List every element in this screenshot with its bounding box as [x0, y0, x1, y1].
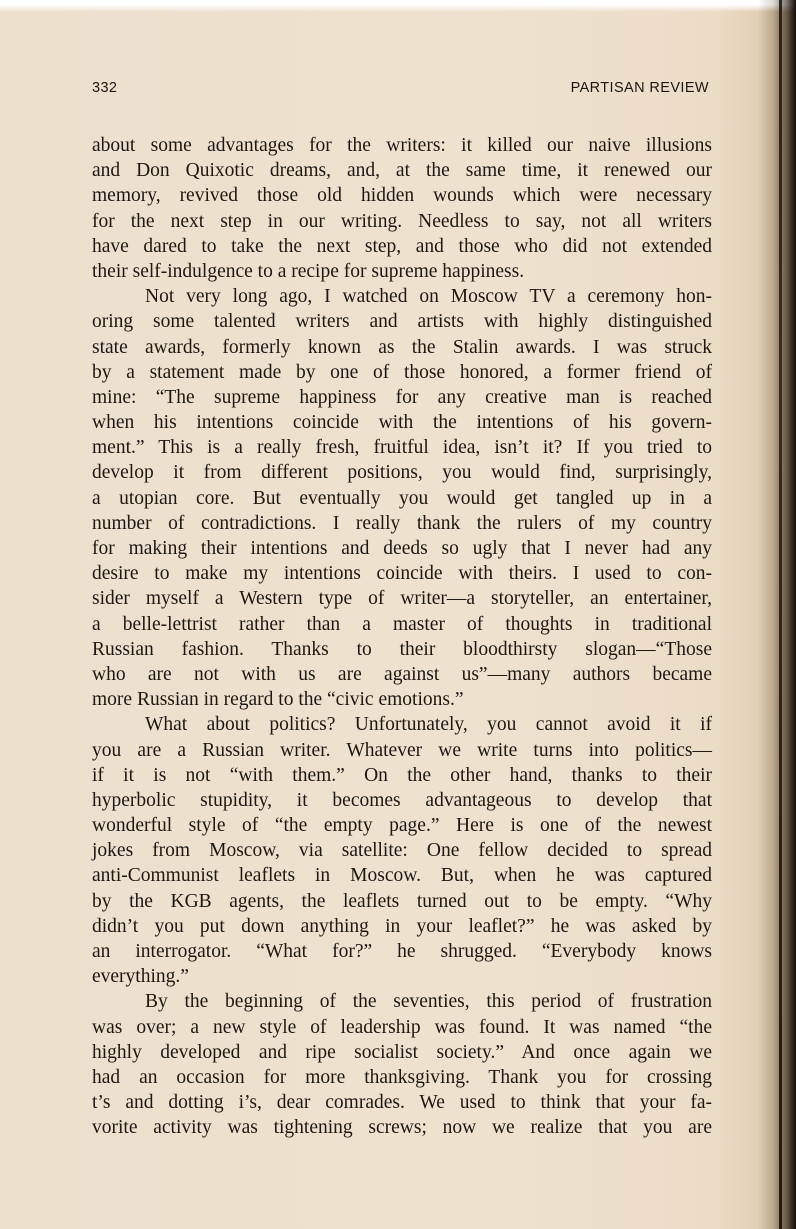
page-number: 332 — [92, 80, 118, 96]
text-line: you are a Russian writer. Whatever we write turns into politics— — [92, 739, 712, 761]
text-line: for making their intentions and deeds so ugly that I never had any — [92, 538, 712, 559]
text-line: a belle-lettrist rather than a master of thoughts in traditional — [92, 613, 712, 635]
text-line: What about politics? Unfortunately, you cannot avoid it if — [145, 714, 712, 736]
text-line: anti-Communist leaflets in Moscow. But, when he was captured — [92, 865, 712, 887]
text-line: Russian fashion. Thanks to their bloodthirsty slogan—“Those — [92, 638, 712, 660]
text-line: and Don Quixotic dreams, and, at the same time, it renewed our — [92, 160, 712, 182]
text-line: oring some talented writers and artists with highly distinguished — [92, 311, 712, 333]
text-line: when his intentions coincide with the intentions of his govern- — [92, 412, 712, 434]
text-line: their self-indulgence to a recipe for supreme happiness. — [92, 260, 525, 282]
text-line: number of contradictions. I really thank the rulers of my country — [92, 512, 712, 534]
text-line: wonderful style of “the empty page.” Here is one of the newest — [92, 815, 712, 837]
running-header — [92, 80, 709, 100]
text-line: was over; a new style of leadership was found. It was named “the — [92, 1016, 712, 1038]
text-line: memory, revived those old hidden wounds which were necessary — [92, 185, 712, 207]
text-line: t’s and dotting i’s, dear comrades. We used to think that your fa- — [92, 1092, 712, 1114]
text-line: develop it from different positions, you would find, surprisingly, — [92, 462, 712, 484]
page-top-edge — [0, 0, 796, 12]
text-line: about some advantages for the writers: it killed our naive illusions — [92, 135, 712, 156]
body-text — [92, 133, 712, 1141]
text-line: for the next step in our writing. Needless to say, not all writers — [92, 210, 712, 232]
text-line: everything.” — [92, 966, 189, 988]
text-line: a utopian core. But eventually you would get tangled up in a — [92, 487, 712, 509]
text-line: by the KGB agents, the leaflets turned out to be empty. “Why — [92, 890, 712, 912]
text-line: Not very long ago, I watched on Moscow TV a ceremony hon- — [145, 286, 712, 308]
text-line: By the beginning of the seventies, this period of frustration — [145, 991, 712, 1013]
text-line: didn’t you put down anything in your leaflet?” he was asked by — [92, 915, 712, 937]
text-line: had an occasion for more thanksgiving. Thank you for crossing — [92, 1066, 712, 1088]
binding-edge — [779, 0, 782, 1229]
binding-shadow — [758, 0, 796, 1229]
running-title: PARTISAN REVIEW — [570, 80, 709, 96]
text-line: desire to make my intentions coincide with theirs. I used to con- — [92, 563, 712, 585]
text-line: highly developed and ripe socialist society.” And once again we — [92, 1041, 712, 1063]
text-line: ment.” This is a really fresh, fruitful idea, isn’t it? If you tried to — [92, 437, 712, 459]
text-line: have dared to take the next step, and those who did not extended — [92, 235, 712, 257]
text-line: vorite activity was tightening screws; now we realize that you are — [92, 1117, 712, 1139]
text-line: by a statement made by one of those honored, a former friend of — [92, 361, 712, 383]
text-line: if it is not “with them.” On the other hand, thanks to their — [92, 764, 712, 786]
text-line: an interrogator. “What for?” he shrugged. “Everybody knows — [92, 941, 712, 962]
text-line: more Russian in regard to the “civic emotions.” — [92, 689, 464, 711]
text-line: state awards, formerly known as the Stalin awards. I was struck — [92, 336, 712, 358]
text-line: mine: “The supreme happiness for any creative man is reached — [92, 386, 712, 408]
text-line: who are not with us are against us”—many authors became — [92, 663, 712, 685]
text-line: hyperbolic stupidity, it becomes advantageous to develop that — [92, 789, 712, 811]
text-line: sider myself a Western type of writer—a storyteller, an entertainer, — [92, 588, 712, 610]
text-line: jokes from Moscow, via satellite: One fellow decided to spread — [92, 840, 712, 862]
